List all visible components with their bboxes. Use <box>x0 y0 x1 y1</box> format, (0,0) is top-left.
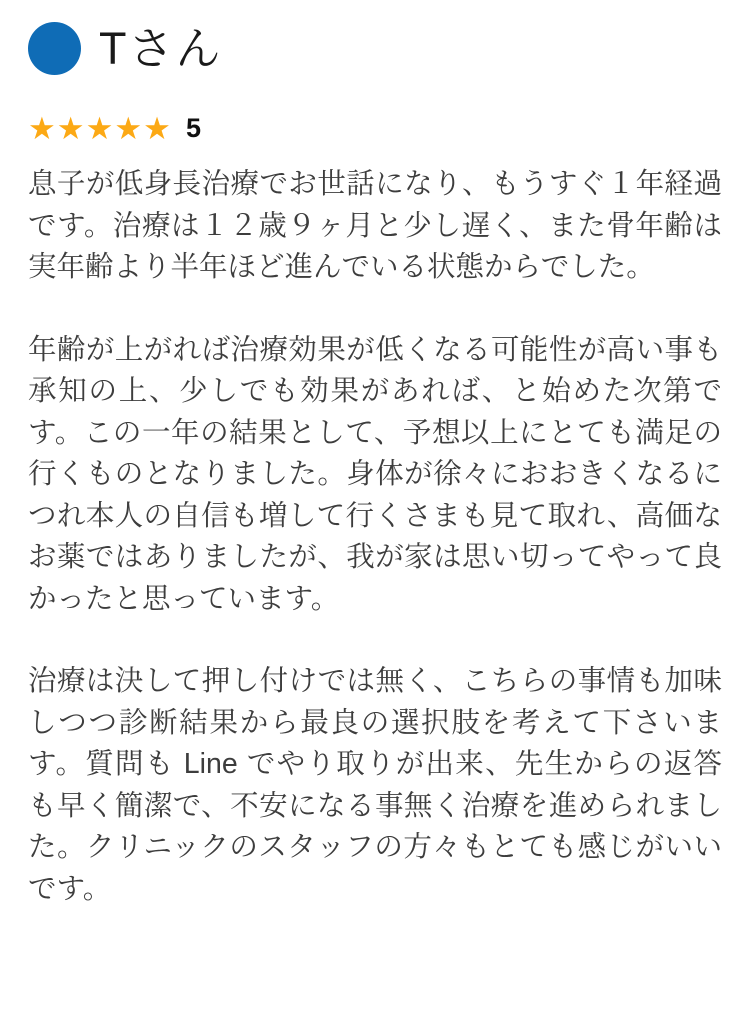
review-header <box>28 22 722 75</box>
rating-row <box>28 113 722 144</box>
reviewer-name: Tさん <box>99 22 223 74</box>
review-paragraph: 年齢が上がれば治療効果が低くなる可能性が高い事も承知の上、少しでも効果があれば、と始めた次第です。この一年の結果として、予想以上にとても満足の行くものとなりました。身体が徐々におおきくなるにつれ本人の自信も増して行くさまも見て取れ、高価なお薬ではありましたが、我が家は思い切ってやって良かったと思っています。 <box>28 333 722 615</box>
review-paragraph: 息子が低身長治療でお世話になり、もうすぐ１年経過です。治療は１２歳９ヶ月と少し遅く、また骨年齢は実年齢より半年ほど進んでいる状態からでした。 <box>28 168 722 283</box>
review-paragraph: 治療は決して押し付けでは無く、こちらの事情も加味しつつ診断結果から最良の選択肢を考えて下さいます。質問も Line でやり取りが出来、先生からの返答も早く簡潔で、不安になる事無く治療を進められました。クリニックのスタッフの方々もとても感じがいいです。 <box>28 665 722 905</box>
avatar <box>28 22 81 75</box>
review-body <box>28 164 722 910</box>
rating-value: 5 <box>185 113 201 143</box>
star-rating-icons: ★★★★★ <box>28 111 172 146</box>
